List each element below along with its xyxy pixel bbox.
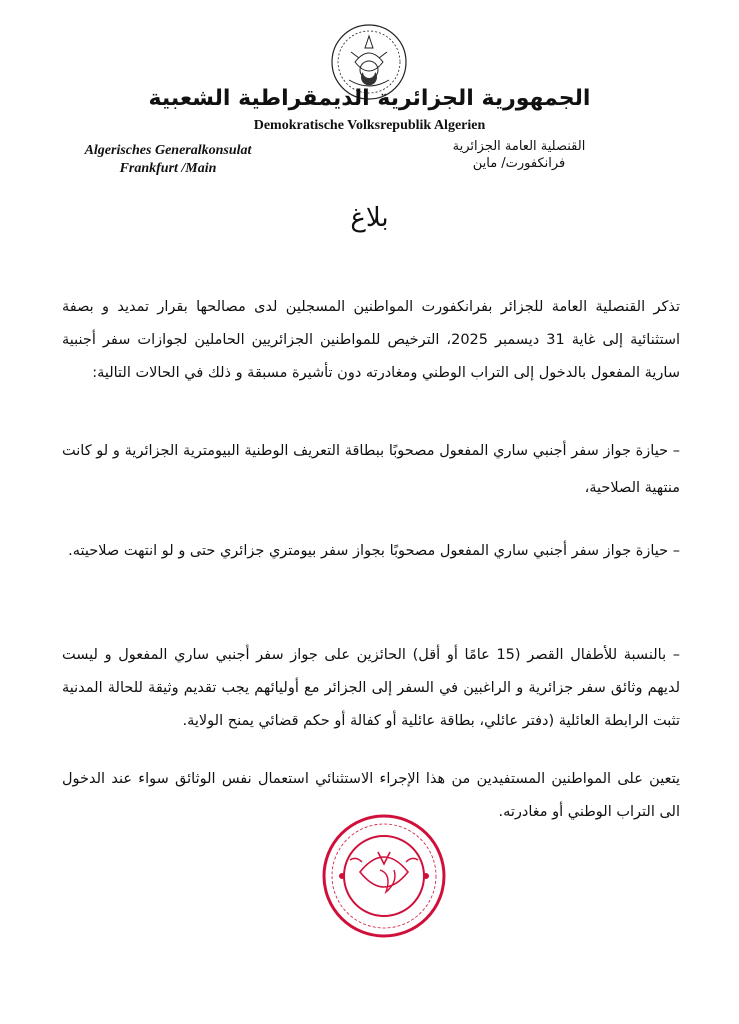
consulate-de-line1: Algerisches Generalkonsulat	[84, 143, 252, 158]
consulate-ar-line2: فرانكفورت/ ماين	[472, 156, 566, 171]
notice-paragraph-intro: تذكر القنصلية العامة للجزائر بفرانكفورت المواطنين المسجلين لدى مصالحها بقرار تمديد و بصفة استثنائية إلى غاية 31 ديسمبر 2025، الترخيص للمواطنين الجزائريين الحاملين لجوازات سفر أجنبية سارية المفعول بالدخول إلى التراب الوطني ومغادرته دون تأشيرة مسبقة و ذلك في الحالات التالية:	[62, 298, 681, 381]
consulate-stamp-icon	[320, 812, 448, 940]
consulate-ar-line1: القنصلية العامة الجزائرية	[452, 139, 586, 154]
notice-paragraph-case-2: – حيازة جواز سفر أجنبي ساري المفعول مصحوبًا بجواز سفر بيومتري جزائري حتى و لو انتهت صلاحيته.	[68, 542, 680, 559]
consulate-de-line2: Frankfurt /Main	[119, 161, 217, 176]
consulate-name-german	[58, 142, 278, 178]
notice-paragraph-closing: يتعين على المواطنين المستفيدين من هذا الإجراء الاستثنائي استعمال نفس الوثائق سواء عند الدخول الى التراب الوطني أو مغادرته.	[62, 770, 680, 820]
notice-paragraph-case-1: – حيازة جواز سفر أجنبي ساري المفعول مصحوبًا ببطاقة التعريف الوطنية البيومترية الجزائرية و لو كانت منتهية الصلاحية،	[62, 442, 680, 496]
notice-title: بلاغ	[350, 203, 389, 233]
country-title-arabic: الجمهورية الجزائرية الديمقراطية الشعبية	[148, 86, 591, 111]
notice-paragraph-case-3: – بالنسبة للأطفال القصر (15 عامًا أو أقل) الحائزين على جواز سفر أجنبي ساري المفعول و ليست لديهم وثائق سفر جزائرية و الراغبين في السفر إلى الجزائر مع أوليائهم يجب تقديم وثيقة للحالة المدنية تثبت الرابطة العائلية (دفتر عائلي، بطاقة عائلية أو كفالة أو حكم قضائي يمنح الولاية.	[62, 646, 681, 729]
consulate-name-arabic	[419, 138, 619, 172]
country-title-german: Demokratische Volksrepublik Algerien	[253, 118, 486, 133]
